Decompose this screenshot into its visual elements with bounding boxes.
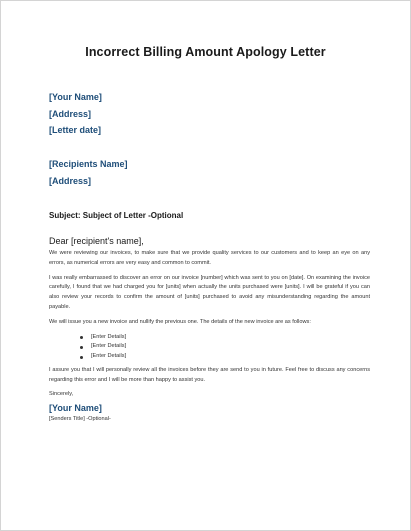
closing: Sincerely, <box>49 390 74 397</box>
signature-title: [Senders Title] -Optional- <box>49 415 111 422</box>
details-list-item: [Enter Details] <box>91 333 370 343</box>
sender-block <box>49 89 370 139</box>
details-list <box>49 333 370 362</box>
signature-name: [Your Name] <box>49 402 102 413</box>
body-paragraph-4: I assure you that I will personally review all the invoices before they are send to you in future. Feel free to discuss any concerns regarding this error and I will be more than happy to assist you. <box>49 366 370 383</box>
recipient-block <box>49 156 370 189</box>
salutation: Dear [recipient's name], <box>49 236 144 246</box>
sender-name: [Your Name] <box>49 92 102 102</box>
body-paragraph-2: I was really embarrassed to discover an error on our invoice [number] which was sent to you on [date]. On examining the invoice carefully, I found that we had charged you for [units] when actually the units purchased were [units]. I will be grateful if you can also review your records to confirm the amount of [units] purchased to avoid any misunderstanding regarding the amount payable. <box>49 274 370 310</box>
recipient-name: [Recipients Name] <box>49 159 128 169</box>
subject-block <box>49 211 370 220</box>
letter-body <box>49 236 370 422</box>
recipient-address: [Address] <box>49 175 92 186</box>
subject-line: Subject: Subject of Letter -Optional <box>49 211 184 220</box>
body-paragraph-3: We will issue you a new invoice and nullify the previous one. The details of the new invoice are as follows: <box>49 318 311 325</box>
body-paragraph-1: We were reviewing our invoices, to make sure that we provide quality services to our customers and to keep an eye on any errors, as numerical errors are very easy and common to commit. <box>49 250 370 266</box>
details-list-item: [Enter Details] <box>91 342 370 352</box>
details-list-item: [Enter Details] <box>91 352 370 362</box>
sender-address: [Address] <box>49 108 92 119</box>
letter-title: Incorrect Billing Amount Apology Letter <box>85 45 326 59</box>
letter-date: [Letter date] <box>49 125 102 135</box>
